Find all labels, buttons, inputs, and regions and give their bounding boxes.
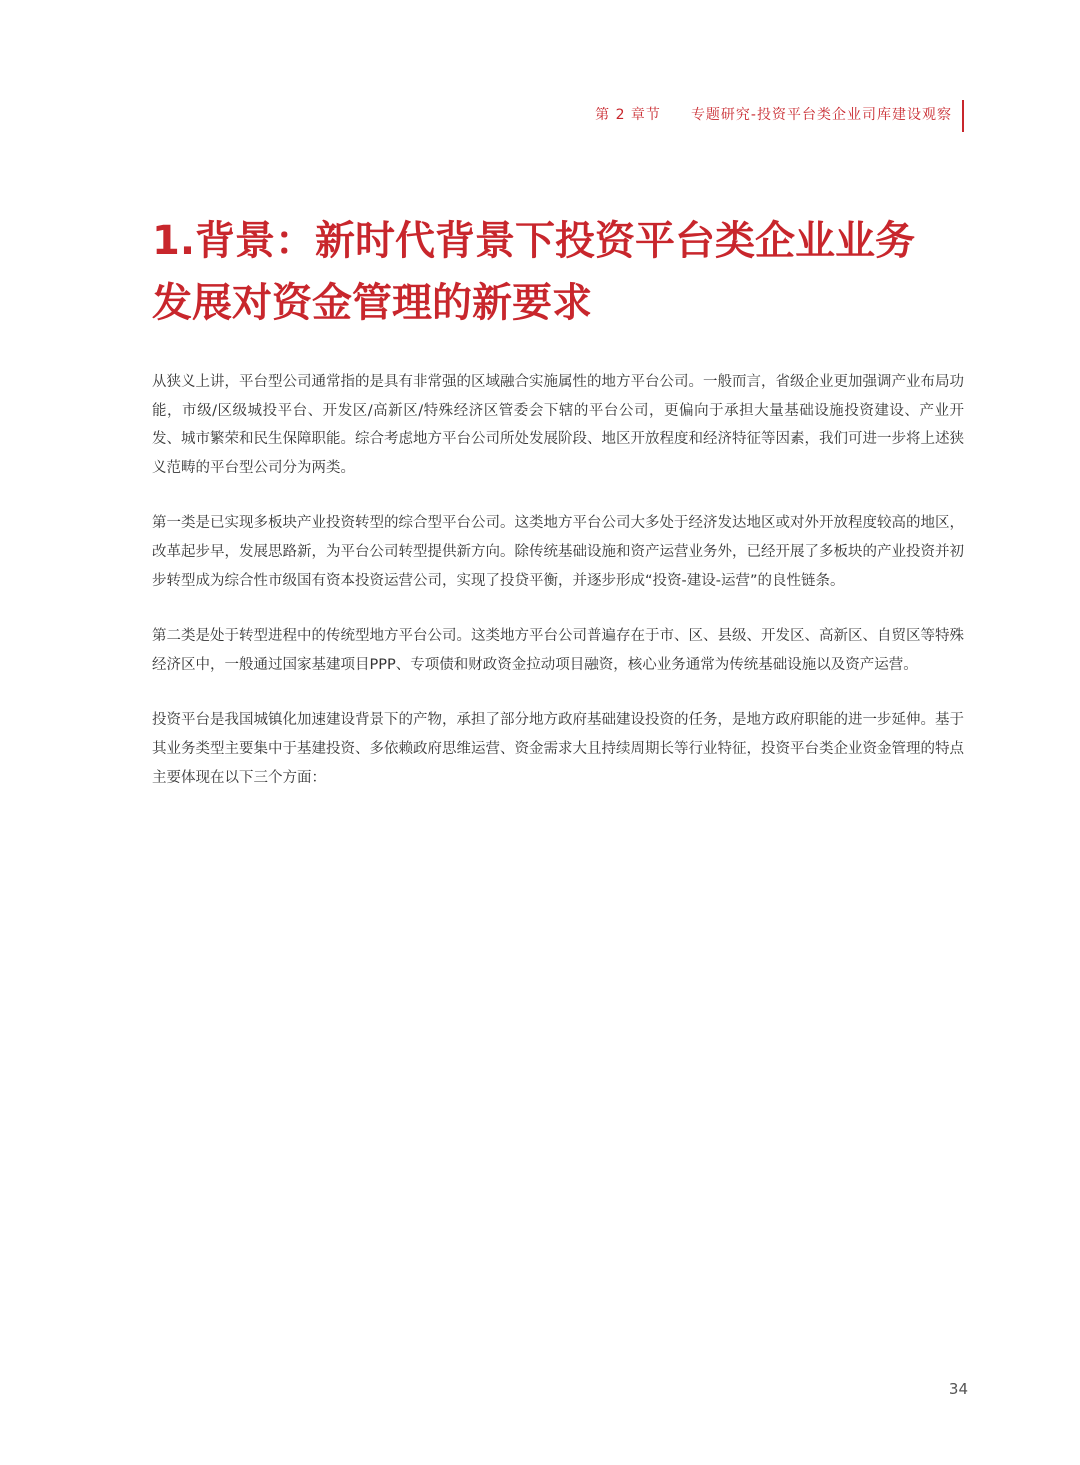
paragraph-2: 第一类是已实现多板块产业投资转型的综合型平台公司。这类地方平台公司大多处于经济发达地区或对外开放程度较高的地区，改革起步早，发展思路新，为平台公司转型提供新方向。除传统基础设施和资产运营业务外，已经开展了多板块的产业投资并初步转型成为综合性市级国有资本投资运营公司，实现了投贷平衡，并逐步形成“投资-建设-运营”的良性链条。 — [152, 515, 964, 589]
body-content — [152, 368, 964, 819]
page-title-line-2: 发展对资金管理的新要求 — [152, 280, 592, 326]
running-header — [595, 104, 952, 124]
header-divider — [962, 100, 964, 132]
paragraph-1: 从狭义上讲，平台型公司通常指的是具有非常强的区域融合实施属性的地方平台公司。一般而言，省级企业更加强调产业布局功能，市级/区级城投平台、开发区/高新区/特殊经济区管委会下辖的平台公司，更偏向于承担大量基础设施投资建设、产业开发、城市繁荣和民生保障职能。综合考虑地方平台公司所处发展阶段、地区开放程度和经济特征等因素，我们可进一步将上述狭义范畴的平台型公司分为两类。 — [152, 374, 964, 476]
chapter-label: 第 2 章节 — [595, 107, 661, 123]
paragraph-4: 投资平台是我国城镇化加速建设背景下的产物，承担了部分地方政府基础建设投资的任务，是地方政府职能的进一步延伸。基于其业务类型主要集中于基建投资、多依赖政府思维运营、资金需求大且持续周期长等行业特征，投资平台类企业资金管理的特点主要体现在以下三个方面： — [152, 712, 964, 786]
page-title — [152, 210, 972, 334]
page-number: 34 — [948, 1380, 968, 1398]
section-title: 专题研究-投资平台类企业司库建设观察 — [690, 107, 952, 123]
page-title-line-1: 1.背景：新时代背景下投资平台类企业业务 — [152, 218, 916, 264]
paragraph-3: 第二类是处于转型进程中的传统型地方平台公司。这类地方平台公司普遍存在于市、区、县级、开发区、高新区、自贸区等特殊经济区中，一般通过国家基建项目PPP、专项债和财政资金拉动项目融资，核心业务通常为传统基础设施以及资产运营。 — [152, 628, 964, 673]
